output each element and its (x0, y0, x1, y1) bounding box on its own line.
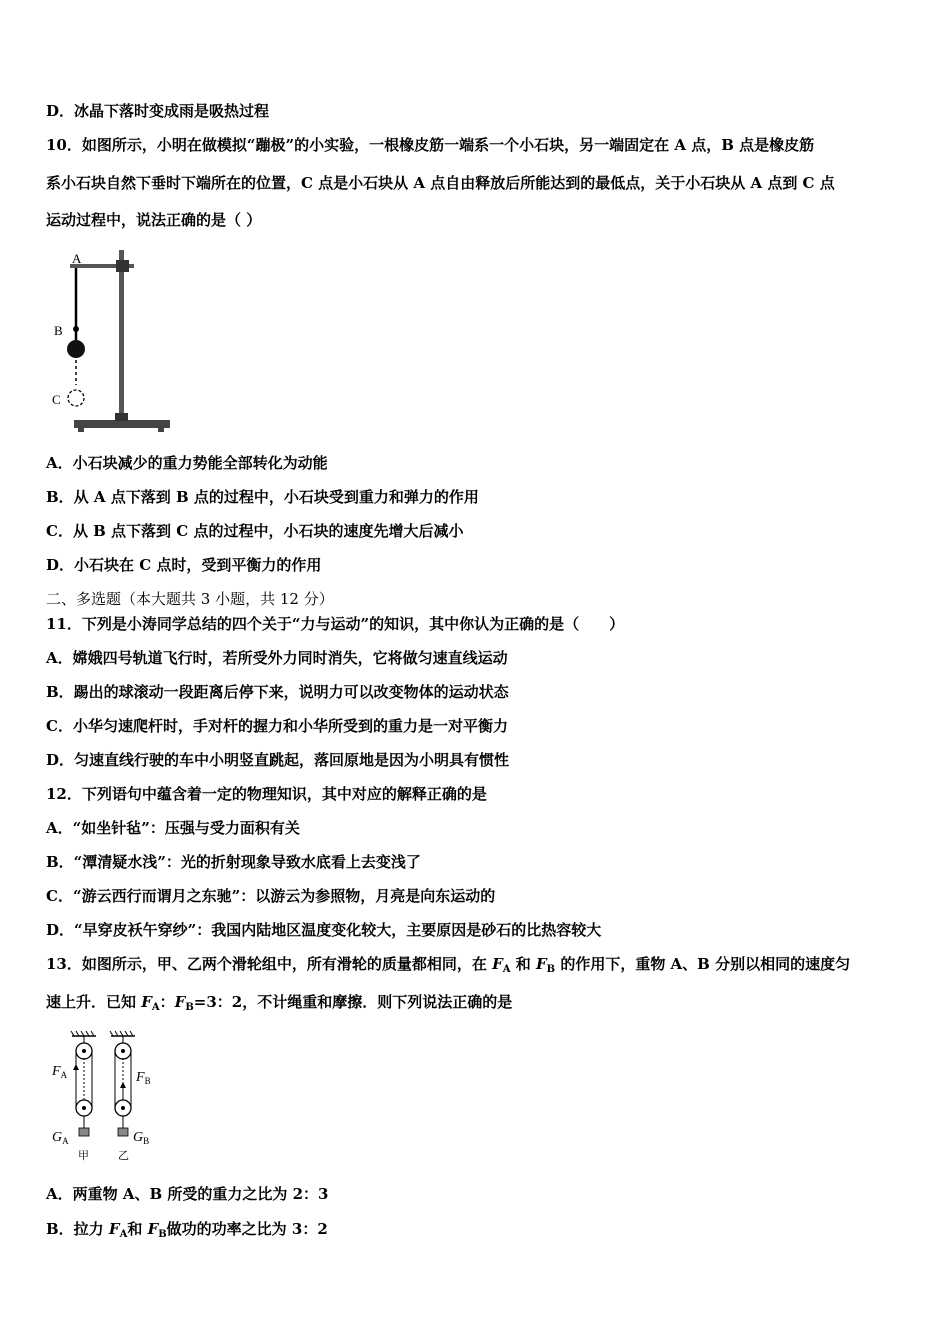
label-fb: $F_B$ (136, 1070, 151, 1086)
q10-stem-line3: 运动过程中，说法正确的是（ ） (46, 211, 262, 229)
q10-option-d: D．小石块在 C 点时，受到平衡力的作用 (46, 556, 322, 574)
q11-option-b: B．踢出的球滚动一段距离后停下来，说明力可以改变物体的运动状态 (46, 683, 509, 701)
q12-option-d: D．“早穿皮袄午穿纱”：我国内陆地区温度变化较大，主要原因是砂石的比热容较大 (46, 921, 602, 939)
figure-label-c: C (52, 392, 61, 407)
q13-stem-line2: 速上升．已知 $F_A$：$F_B=3$：2，不计绳重和摩擦．则下列说法正确的是 (46, 993, 513, 1013)
label-gb: $G_B$ (133, 1130, 150, 1146)
q11-option-d: D．匀速直线行驶的车中小明竖直跳起，落回原地是因为小明具有惯性 (46, 751, 510, 769)
section-title: 二、多选题（本大题共 3 小题，共 12 分） (46, 590, 334, 608)
pulley-systems-figure (46, 1028, 176, 1168)
q13-option-a: A．两重物 A、B 所受的重力之比为 2：3 (46, 1185, 329, 1203)
q10-option-b: B．从 A 点下落到 B 点的过程中，小石块受到重力和弹力的作用 (46, 488, 479, 506)
q12-stem: 12．下列语句中蕴含着一定的物理知识，其中对应的解释正确的是 (46, 785, 487, 803)
q10-option-a: A．小石块减少的重力势能全部转化为动能 (46, 454, 328, 472)
q10-option-c: C．从 B 点下落到 C 点的过程中，小石块的速度先增大后减小 (46, 522, 464, 540)
q13-stem-line1: 13．如图所示，甲、乙两个滑轮组中，所有滑轮的质量都相同，在 $F_A$ 和 $F_B$ 的作用下，重物 A、B 分别以相同的速度匀 (46, 955, 851, 975)
label-ga: $G_A$ (52, 1130, 69, 1146)
q12-option-b: B．“潭清疑水浅”：光的折射现象导致水底看上去变浅了 (46, 853, 421, 871)
q12-option-a: A．“如坐针毡”：压强与受力面积有关 (46, 819, 300, 837)
q11-option-a: A．嫦娥四号轨道飞行时，若所受外力同时消失，它将做匀速直线运动 (46, 649, 508, 667)
q10-stem-line1: 10．如图所示，小明在做模拟“蹦极”的小实验，一根橡皮筋一端系一个小石块，另一端固定在 A 点，B 点是橡皮筋 (46, 136, 815, 154)
label-yi: 乙 (118, 1150, 129, 1162)
label-fa: $F_A$ (52, 1064, 68, 1080)
bungee-apparatus-figure (48, 245, 178, 435)
label-jia: 甲 (78, 1150, 89, 1162)
q11-stem: 11．下列是小涛同学总结的四个关于“力与运动”的知识，其中你认为正确的是（ ） (46, 615, 625, 633)
figure-label-a: A (72, 251, 82, 266)
prev-option-d: D．冰晶下落时变成雨是吸热过程 (46, 102, 270, 120)
q10-stem-line2: 系小石块自然下垂时下端所在的位置，C 点是小石块从 A 点自由释放后所能达到的最低点，关于小石块从 A 点到 C 点 (46, 174, 835, 192)
figure-label-b: B (54, 323, 63, 338)
q12-option-c: C．“游云西行而谓月之东驰”：以游云为参照物，月亮是向东运动的 (46, 887, 496, 905)
q11-option-c: C．小华匀速爬杆时，手对杆的握力和小华所受到的重力是一对平衡力 (46, 717, 508, 735)
q13-option-b: B．拉力 $F_A$和 $F_B$做功的功率之比为 3：2 (46, 1220, 328, 1240)
